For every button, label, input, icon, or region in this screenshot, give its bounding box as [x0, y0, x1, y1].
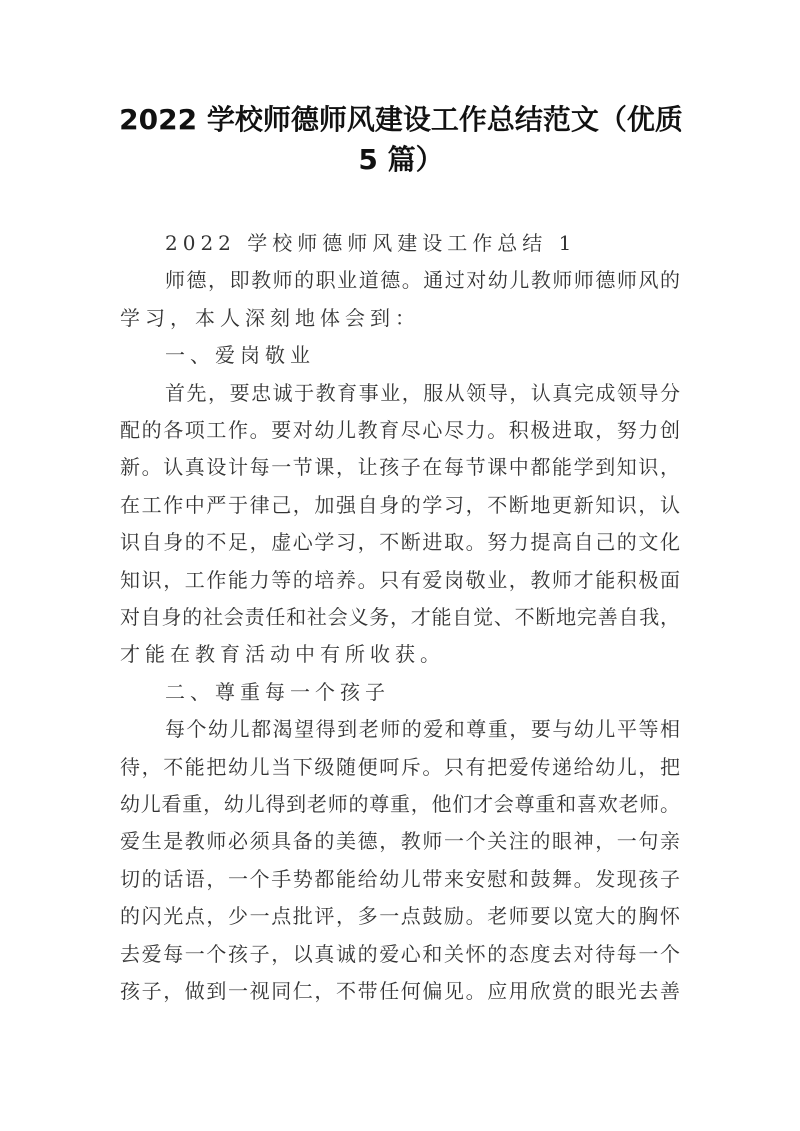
- paragraph-line: 配的各项工作。要对幼儿教育尽心尽力。积极进取，努力创: [120, 418, 680, 442]
- paragraph-line: 2022 学校师德师风建设工作总结 1: [165, 231, 577, 255]
- paragraph-line: 才能在教育活动中有所收获。: [120, 642, 445, 667]
- paragraph-line: 新。认真设计每一节课，让孩子在每节课中都能学到知识，: [120, 455, 680, 480]
- paragraph-line: 学习，本人深刻地体会到：: [120, 305, 420, 330]
- paragraph-line: 每个幼儿都渴望得到老师的爱和尊重，要与幼儿平等相: [165, 717, 680, 742]
- paragraph-line: 待，不能把幼儿当下级随便呵斥。只有把爱传递给幼儿，把: [120, 754, 680, 779]
- document-title-line-1: 2022 学校师德师风建设工作总结范文（优质: [119, 103, 683, 136]
- document-title-line-2: 5 篇）: [358, 143, 444, 176]
- paragraph-line: 师德，即教师的职业道德。通过对幼儿教师师德师风的: [165, 268, 680, 293]
- paragraph-line: 切的话语，一个手势都能给幼儿带来安慰和鼓舞。发现孩子: [120, 866, 680, 891]
- paragraph-line: 识自身的不足，虚心学习，不断进取。努力提高自己的文化: [120, 530, 680, 555]
- paragraph-line: 在工作中严于律己，加强自身的学习，不断地更新知识，认: [120, 492, 680, 517]
- paragraph-line: 首先，要忠诚于教育事业，服从领导，认真完成领导分: [165, 380, 680, 405]
- paragraph-line: 的闪光点，少一点批评，多一点鼓励。老师要以宽大的胸怀: [120, 904, 680, 929]
- paragraph-line: 孩子，做到一视同仁，不带任何偏见。应用欣赏的眼光去善: [120, 979, 680, 1003]
- paragraph-line: 爱生是教师必须具备的美德，教师一个关注的眼神，一句亲: [120, 829, 680, 854]
- paragraph-line: 去爱每一个孩子，以真诚的爱心和关怀的态度去对待每一个: [120, 941, 680, 966]
- paragraph-line: 知识，工作能力等的培养。只有爱岗敬业，教师才能积极面: [120, 567, 680, 592]
- paragraph-line: 二、尊重每一个孩子: [165, 679, 390, 704]
- paragraph-line: 幼儿看重，幼儿得到老师的尊重，他们才会尊重和喜欢老师。: [120, 792, 680, 816]
- paragraph-line: 一、爱岗敬业: [165, 343, 315, 368]
- paragraph-line: 对自身的社会责任和社会义务，才能自觉、不断地完善自我，: [120, 605, 680, 629]
